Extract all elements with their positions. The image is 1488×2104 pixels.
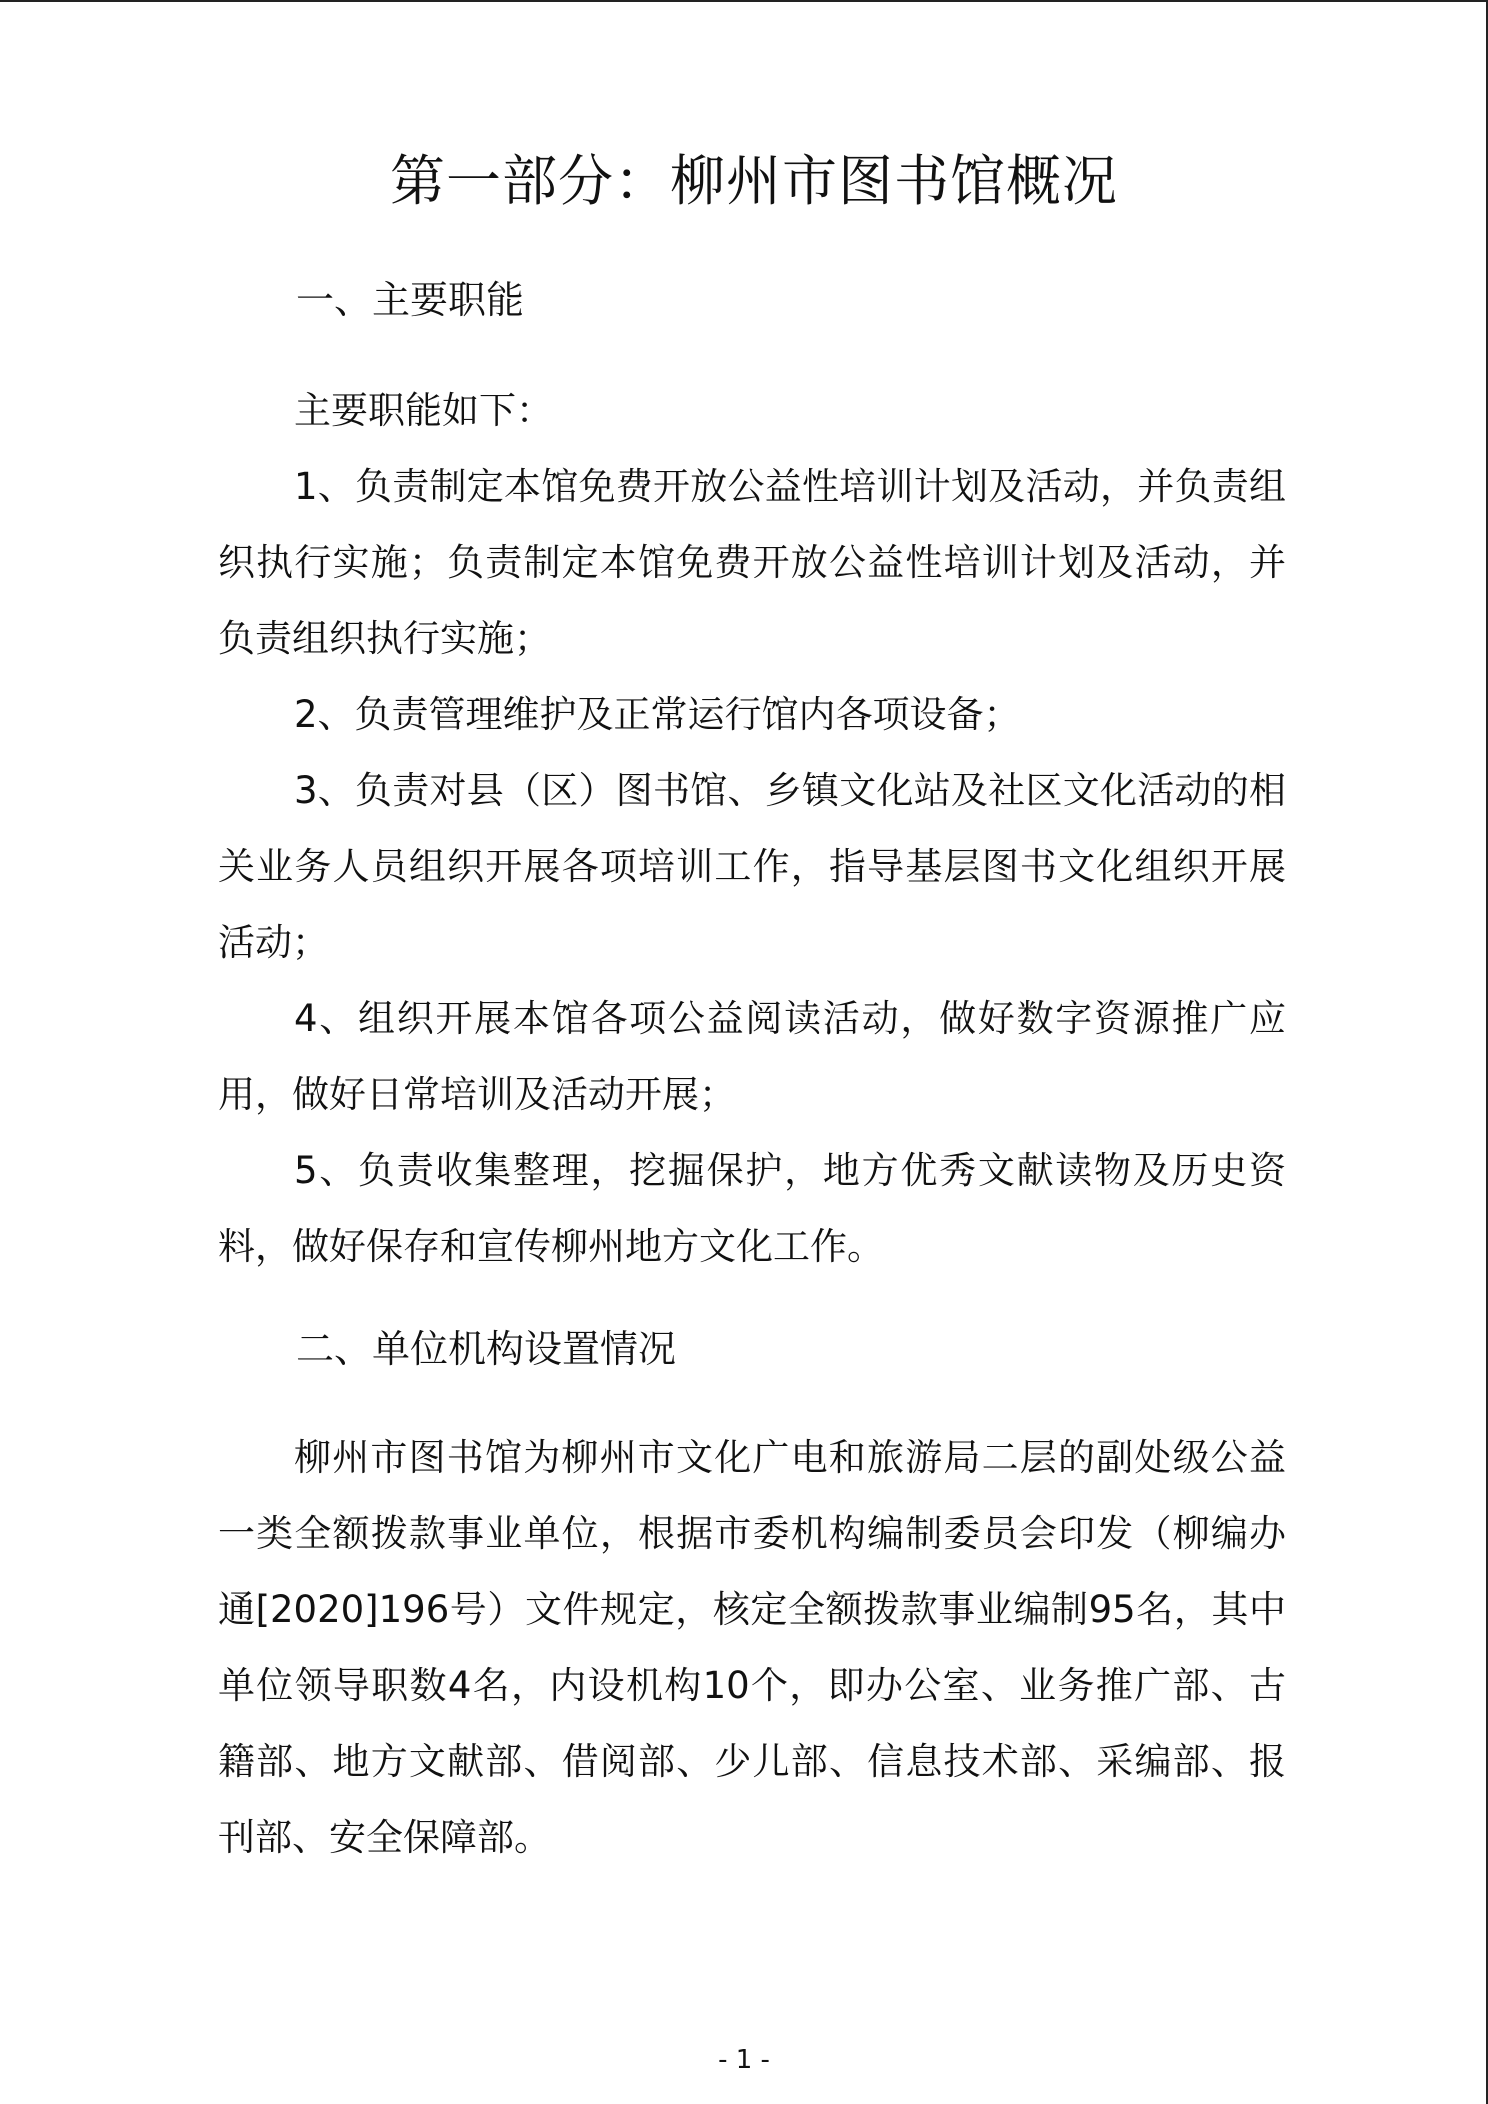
function-item-2: 2、负责管理维护及正常运行馆内各项设备； [294, 693, 1021, 736]
function-item-1: 1、负责制定本馆免费开放公益性培训计划及活动，并负责组织执行实施；负责制定本馆免费开放公益性培训计划及活动，并负责组织执行实施； [218, 465, 1286, 660]
section-heading-organization: 二、单位机构设置情况 [296, 1327, 677, 1371]
function-item-5: 5、负责收集整理，挖掘保护，地方优秀文献读物及历史资料，做好保存和宣传柳州地方文化工作。 [218, 1149, 1286, 1268]
page-number: - 1 - [718, 2045, 770, 2075]
section-heading-main-functions: 一、主要职能 [296, 278, 525, 322]
function-item-4: 4、组织开展本馆各项公益阅读活动，做好数字资源推广应用，做好日常培训及活动开展； [218, 997, 1286, 1116]
organization-paragraph: 柳州市图书馆为柳州市文化广电和旅游局二层的副处级公益一类全额拨款事业单位，根据市委机构编制委员会印发（柳编办通[2020]196号）文件规定，核定全额拨款事业编制95名，其中单位领导职数4名，内设机构10个，即办公室、业务推广部、古籍部、地方文献部、借阅部、少儿部、信息技术部、采编部、报刊部、安全保障部。 [218, 1436, 1286, 1859]
functions-intro: 主要职能如下： [294, 389, 553, 432]
page-border-top [0, 0, 1488, 2]
page-title: 第一部分：柳州市图书馆概况 [389, 149, 1118, 213]
function-item-3: 3、负责对县（区）图书馆、乡镇文化站及社区文化活动的相关业务人员组织开展各项培训工作，指导基层图书文化组织开展活动； [218, 769, 1286, 964]
